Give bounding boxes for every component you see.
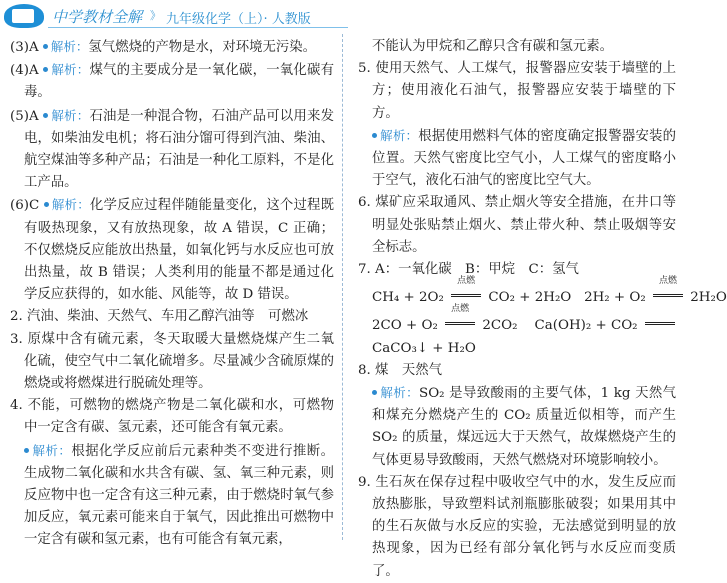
book-logo-icon (4, 4, 44, 28)
question-4: 4. 不能，可燃物的燃烧产物是二氧化碳和水，可燃物中一定含有碳、氢元素，还可能含有氧元素。 (10, 398, 334, 436)
question-4-continued: 不能认为甲烷和乙醇只含有碳和氢元素。 (372, 39, 614, 54)
header-series-title: 中学教材全解 (52, 8, 143, 26)
page-header (0, 0, 684, 30)
right-column (354, 36, 727, 583)
analysis-text: 石油是一种混合物，石油产品可以用来发电，如柴油发电机；将石油分馏可得到汽油、柴油、航空煤油等多种产品；石油是一种化工原料，不是化工产品。 (24, 108, 334, 191)
answer-6c (6, 194, 334, 306)
answer-3a (6, 36, 334, 59)
analysis-text: 化学反应过程伴随能量变化，这个过程既有吸热现象，又有放热现象，故 A 错误，C 正确；不仅燃烧反应能放出热量，如氧化钙与水反应也可放出热量，故 B 错误；人类利用的能量不都是通过化学反应获得的，如水能、风能等，故 D 错误。 (24, 198, 334, 303)
bullet-icon (372, 133, 377, 138)
bullet-icon (43, 44, 48, 49)
question-3: 3. 原煤中含有硫元素，冬天取暖大量燃烧煤产生二氧化硫，使空气中二氧化硫增多。尽量减少含硫原煤的燃烧或将燃煤进行脱硫处理等。 (10, 331, 334, 392)
answer-number: (6)C (10, 198, 40, 214)
equation-reactants: 2CO + O₂ (372, 318, 438, 334)
equation-reactants: 2H₂ + O₂ (584, 290, 646, 306)
answer-number: (4)A (10, 63, 39, 79)
analysis-label: 解析： (24, 443, 71, 458)
answer-number: (5)A (10, 108, 39, 124)
answer-5a (6, 105, 334, 195)
bullet-icon (43, 113, 48, 118)
question-6: 6. 煤矿应采取通风、禁止烟火等安全措施，在井口等明显处张贴禁止烟火、禁止带火种、禁止吸烟等安全标志。 (358, 195, 676, 255)
equation-row-3: CaCO₃↓ + H₂O (372, 340, 476, 356)
bullet-icon (372, 390, 377, 395)
header-separator: 》 (150, 9, 161, 22)
analysis-text: 根据化学反应前后元素种类不变进行推断。生成物二氧化碳和水共含有碳、氢、氧三种元素，则反应物中也一定含有这三种元素，由于燃烧时氧气参加反应，氧元素可能来自于氧气，因此推出可燃物中一定含有碳和氢元素，也有可能含有氧元素， (24, 443, 334, 548)
left-column (6, 36, 334, 552)
question-8: 8. 煤 天然气 (358, 362, 442, 378)
analysis-label: 解析： (372, 385, 419, 400)
header-rule (48, 27, 348, 28)
analysis-label: 解析： (43, 108, 89, 123)
analysis-label: 解析： (44, 197, 90, 212)
header-grade-title: 九年级化学（上）· 人教版 (166, 12, 311, 27)
analysis-label: 解析： (372, 128, 418, 143)
reaction-condition-arrow: 点燃 (442, 315, 478, 337)
question-8-analysis (354, 382, 676, 472)
bullet-icon (44, 202, 49, 207)
reaction-condition-arrow: 点燃 (650, 287, 686, 309)
bullet-icon (24, 448, 29, 453)
analysis-text: 氢气燃烧的产物是水，对环境无污染。 (88, 40, 317, 55)
answer-4a (6, 59, 334, 104)
question-7: 7. A：一氧化碳 B：甲烷 C：氢气 (358, 262, 579, 278)
analysis-text: 根据使用燃料气体的密度确定报警器安装的位置。天然气密度比空气小，人工煤气的密度略小于空气，液化石油气的密度比空气大。 (372, 128, 676, 189)
analysis-label: 解析： (43, 62, 89, 77)
equation-reactants: Ca(OH)₂ + CO₂ (534, 318, 638, 334)
equation-products: CO₂ + 2H₂O (488, 290, 572, 306)
question-2: 2. 汽油、柴油、天然气、车用乙醇汽油等 可燃冰 (10, 309, 309, 325)
equation-products: 2CO₂ (482, 318, 518, 334)
analysis-label: 解析： (43, 39, 89, 54)
question-9: 9. 生石灰在保存过程中吸收空气中的水，发生反应而放热膨胀，导致塑料试剂瓶膨胀破裂；如果用其中的生石灰做与水反应的实验，无法感觉到明显的放热现象，因为已经有部分氧化钙与水反应而变质了。 (358, 474, 676, 579)
answer-number: (3)A (10, 40, 39, 55)
analysis-text: SO₂ 是导致酸雨的主要气体，1 kg 天然气和煤充分燃烧产生的 CO₂ 质量近似相等，而产生 SO₂ 的质量，煤远远大于天然气，故煤燃烧产生的气体更易导致酸雨，天然气燃烧对环境影响较小。 (372, 386, 676, 468)
question-4-analysis (6, 440, 334, 552)
equals-sign (642, 315, 678, 337)
analysis-text: 煤气的主要成分是一氧化碳，一氧化碳有毒。 (24, 63, 334, 101)
question-5: 5. 使用天然气、人工煤气，报警器应安装于墙壁的上方；使用液化石油气，报警器应安装于墙壁的下方。 (358, 61, 676, 121)
question-5-analysis (354, 125, 676, 193)
reaction-condition-arrow: 点燃 (448, 287, 484, 309)
bullet-icon (43, 67, 48, 72)
equation-products: 2H₂O (690, 290, 727, 306)
column-divider (342, 34, 343, 540)
equation-row-2 (354, 304, 676, 337)
equation-row-1 (354, 276, 727, 309)
equation-reactants: CH₄ + 2O₂ (372, 290, 444, 306)
